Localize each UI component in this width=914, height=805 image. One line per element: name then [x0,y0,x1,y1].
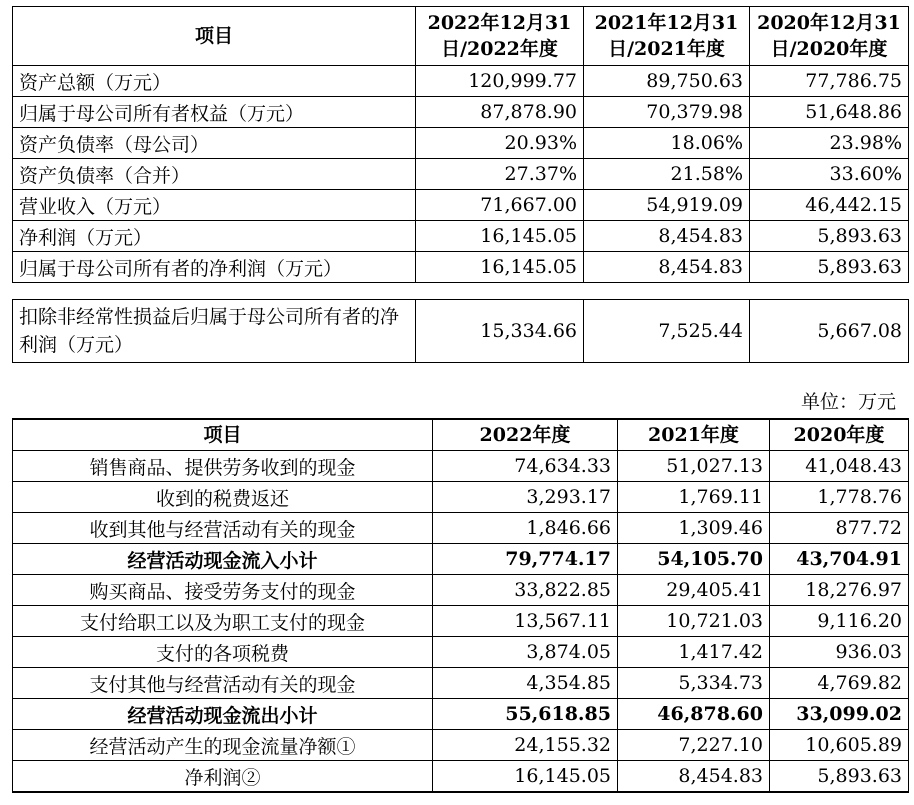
row-label: 经营活动现金流出小计 [13,699,433,730]
subtotal-row [13,699,909,730]
cell-2022: 71,667.00 [416,190,584,221]
table-row [13,97,909,128]
cell-2020: 77,786.75 [750,66,909,97]
cell-2022: 24,155.32 [433,730,618,761]
row-label: 净利润（万元） [13,221,416,252]
cell-2022: 120,999.77 [416,66,584,97]
cell-2022: 16,145.05 [433,761,618,793]
cell-2020: 51,648.86 [750,97,909,128]
cell-2020: 5,893.63 [770,761,909,793]
row-label: 经营活动产生的现金流量净额① [13,730,433,761]
row-label: 经营活动现金流入小计 [13,544,433,575]
table-row [13,761,909,793]
row-label: 支付其他与经营活动有关的现金 [13,668,433,699]
cell-2020: 4,769.82 [770,668,909,699]
cell-2022: 1,846.66 [433,513,618,544]
row-label: 支付给职工以及为职工支付的现金 [13,606,433,637]
table-row [13,606,909,637]
cell-2020: 5,667.08 [750,300,909,363]
cell-2022: 3,874.05 [433,637,618,668]
header-2021: 2021年度 [618,419,770,451]
cell-2021: 46,878.60 [618,699,770,730]
cell-2021: 18.06% [584,128,750,159]
row-label: 资产负债率（母公司） [13,128,416,159]
cell-2021: 89,750.63 [584,66,750,97]
table-row [13,252,909,283]
table-row [13,482,909,513]
row-label: 收到的税费返还 [13,482,433,513]
table-row [13,668,909,699]
cell-2022: 13,567.11 [433,606,618,637]
row-label: 资产总额（万元） [13,66,416,97]
cell-2020: 33.60% [750,159,909,190]
cell-2020: 23.98% [750,128,909,159]
cell-2022: 3,293.17 [433,482,618,513]
row-label: 购买商品、接受劳务支付的现金 [13,575,433,606]
cell-2021: 8,454.83 [584,221,750,252]
row-label: 营业收入（万元） [13,190,416,221]
cell-2022: 20.93% [416,128,584,159]
cell-2021: 54,105.70 [618,544,770,575]
table-row [13,513,909,544]
cell-2021: 8,454.83 [584,252,750,283]
cell-2021: 29,405.41 [618,575,770,606]
row-label: 扣除非经常性损益后归属于母公司所有者的净利润（万元） [13,300,416,363]
header-2022: 2022年12月31日/2022年度 [416,7,584,66]
cell-2021: 51,027.13 [618,451,770,482]
cell-2021: 1,769.11 [618,482,770,513]
table-row [13,128,909,159]
cell-2021: 70,379.98 [584,97,750,128]
cell-2020: 10,605.89 [770,730,909,761]
cell-2021: 21.58% [584,159,750,190]
financial-indicators-table [12,6,909,283]
table-row [13,575,909,606]
table-row [13,190,909,221]
cell-2020: 877.72 [770,513,909,544]
cell-2022: 27.37% [416,159,584,190]
header-2021: 2021年12月31日/2021年度 [584,7,750,66]
adjusted-net-profit-table [12,299,909,363]
cell-2021: 8,454.83 [618,761,770,793]
cell-2021: 10,721.03 [618,606,770,637]
cell-2022: 16,145.05 [416,221,584,252]
table-header-row [13,419,909,451]
subtotal-row [13,544,909,575]
cell-2020: 5,893.63 [750,221,909,252]
row-label: 归属于母公司所有者的净利润（万元） [13,252,416,283]
table-row [13,637,909,668]
row-label: 支付的各项税费 [13,637,433,668]
cash-flow-table [12,418,909,793]
header-2020: 2020年度 [770,419,909,451]
cell-2021: 1,417.42 [618,637,770,668]
row-label: 收到其他与经营活动有关的现金 [13,513,433,544]
cell-2022: 79,774.17 [433,544,618,575]
cell-2021: 7,227.10 [618,730,770,761]
table-row [13,66,909,97]
row-label: 资产负债率（合并） [13,159,416,190]
cell-2020: 18,276.97 [770,575,909,606]
table-row [13,300,909,363]
cell-2020: 46,442.15 [750,190,909,221]
header-2020: 2020年12月31日/2020年度 [750,7,909,66]
cell-2020: 936.03 [770,637,909,668]
cell-2022: 15,334.66 [416,300,584,363]
table-row [13,159,909,190]
cell-2022: 16,145.05 [416,252,584,283]
row-label: 归属于母公司所有者权益（万元） [13,97,416,128]
cell-2022: 4,354.85 [433,668,618,699]
table-row [13,451,909,482]
cell-2021: 7,525.44 [584,300,750,363]
cell-2022: 74,634.33 [433,451,618,482]
cell-2020: 41,048.43 [770,451,909,482]
cell-2020: 1,778.76 [770,482,909,513]
cell-2021: 5,334.73 [618,668,770,699]
cell-2021: 1,309.46 [618,513,770,544]
table-row [13,730,909,761]
cell-2020: 5,893.63 [750,252,909,283]
cell-2022: 87,878.90 [416,97,584,128]
table-header-row [13,7,909,66]
table-row [13,221,909,252]
row-label: 销售商品、提供劳务收到的现金 [13,451,433,482]
cell-2020: 33,099.02 [770,699,909,730]
cell-2020: 9,116.20 [770,606,909,637]
cell-2022: 55,618.85 [433,699,618,730]
header-item: 项目 [13,7,416,66]
cell-2022: 33,822.85 [433,575,618,606]
header-item: 项目 [13,419,433,451]
header-2022: 2022年度 [433,419,618,451]
row-label: 净利润② [13,761,433,793]
cell-2021: 54,919.09 [584,190,750,221]
unit-label: 单位：万元 [800,391,896,413]
cell-2020: 43,704.91 [770,544,909,575]
